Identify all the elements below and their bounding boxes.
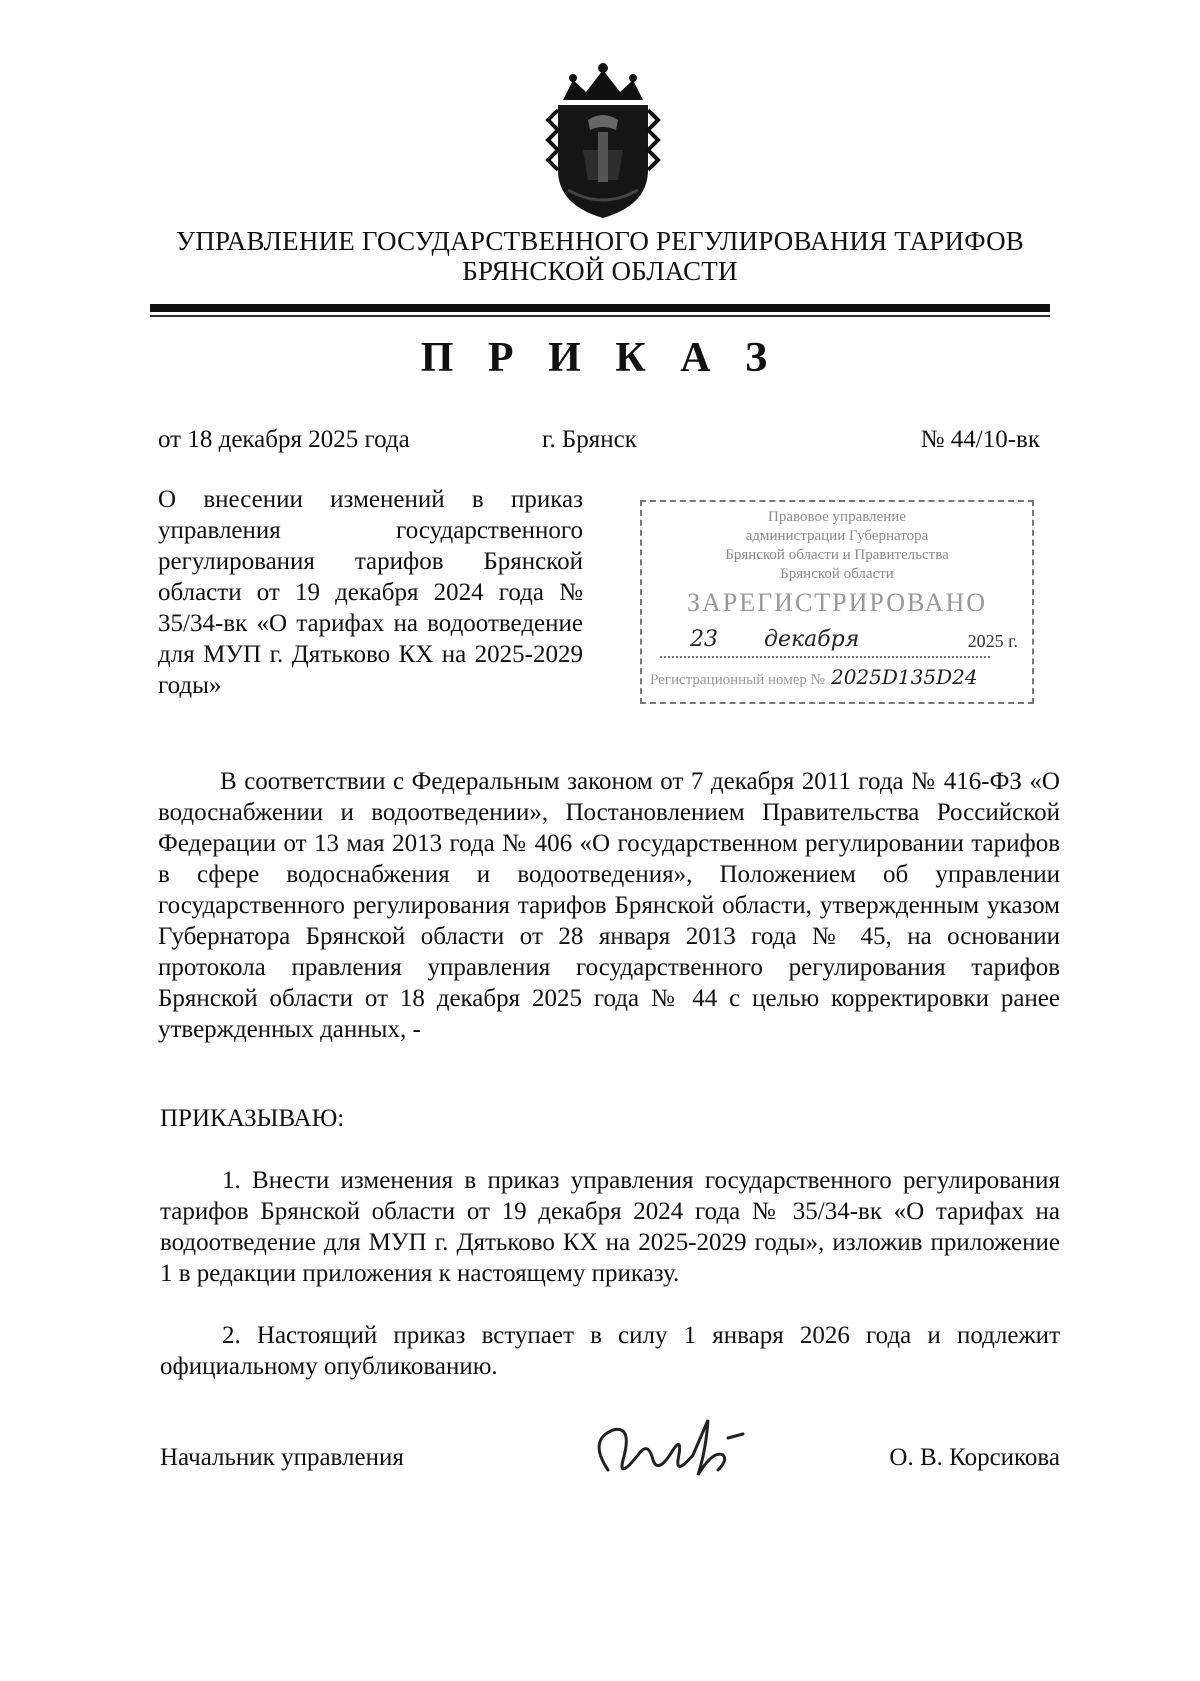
document-subject: О внесении изменений в приказ управления государственного регулирования тарифов Брянской области от 19 декабря 2024 года № 35/34-вк «О тарифах на водоотведение для МУП г. Дятьково КХ на 2025-2029 годы» — [158, 486, 583, 699]
stamp-number-label: Регистрационный номер № — [650, 672, 825, 688]
stamp-line-4: Брянской области — [780, 566, 894, 582]
stamp-number-row — [650, 665, 1024, 694]
stamp-month: декабря — [764, 627, 860, 652]
header-divider-thin — [150, 315, 1050, 317]
order-item-1: 1. Внести изменения в приказ управления государственного регулирования тарифов Брянской области от 19 декабря 2024 года № 35/34-вк «О тарифах на водоотведение для МУП г. Дятьково КХ на 2025-2029 годы», изложив приложение 1 в редакции приложения к настоящему приказу. — [160, 1167, 1060, 1287]
stamp-date-row — [654, 627, 1020, 658]
document-city: г. Брянск — [542, 426, 637, 453]
handwritten-signature — [578, 1400, 748, 1500]
order-item-2: 2. Настоящий приказ вступает в силу 1 января 2026 года и подлежит официальному опубликованию. — [160, 1322, 1060, 1380]
signatory-name: О. В. Корсикова — [889, 1444, 1060, 1471]
stamp-day: 23 — [690, 627, 718, 652]
organization-name-line1: УПРАВЛЕНИЕ ГОСУДАРСТВЕННОГО РЕГУЛИРОВАНИЯ ТАРИФОВ — [176, 226, 1024, 256]
document-type-title: П Р И К А З — [420, 335, 780, 381]
stamp-date-underline — [660, 656, 990, 658]
document-number: № 44/10-вк — [920, 426, 1040, 453]
document-date: от 18 декабря 2025 года — [158, 426, 410, 453]
stamp-number-value: 2025D135D24 — [830, 665, 978, 689]
order-heading: ПРИКАЗЫВАЮ: — [160, 1105, 345, 1132]
signatory-position: Начальник управления — [160, 1444, 404, 1471]
stamp-registered-label: ЗАРЕГИСТРИРОВАНО — [687, 588, 987, 617]
stamp-line-1: Правовое управление — [768, 509, 906, 525]
stamp-year: 2025 г. — [967, 631, 1018, 651]
header-divider-thick — [150, 304, 1050, 312]
stamp-line-3: Брянской области и Правительства — [725, 547, 949, 563]
organization-name-line2: БРЯНСКОЙ ОБЛАСТИ — [462, 256, 738, 286]
preamble-paragraph: В соответствии с Федеральным законом от 7 декабря 2011 года № 416-ФЗ «О водоснабжении и водоотведении», Постановлением Правительства Российской Федерации от 13 мая 2013 года № 406 «О государственном регулировании тарифов в сфере водоснабжения и водоотведения», Положением об управлении государственного регулирования тарифов Брянской области, утвержденным указом Губернатора Брянской области от 28 января 2013 года № 45, на основании протокола правления управления государственного регулирования тарифов Брянской области от 18 декабря 2025 года № 44 с целью корректировки ранее утвержденных данных, - — [158, 768, 1060, 1043]
stamp-line-2: администрации Губернатора — [745, 528, 929, 544]
registration-stamp — [640, 500, 1034, 704]
coat-of-arms-icon — [528, 60, 678, 220]
